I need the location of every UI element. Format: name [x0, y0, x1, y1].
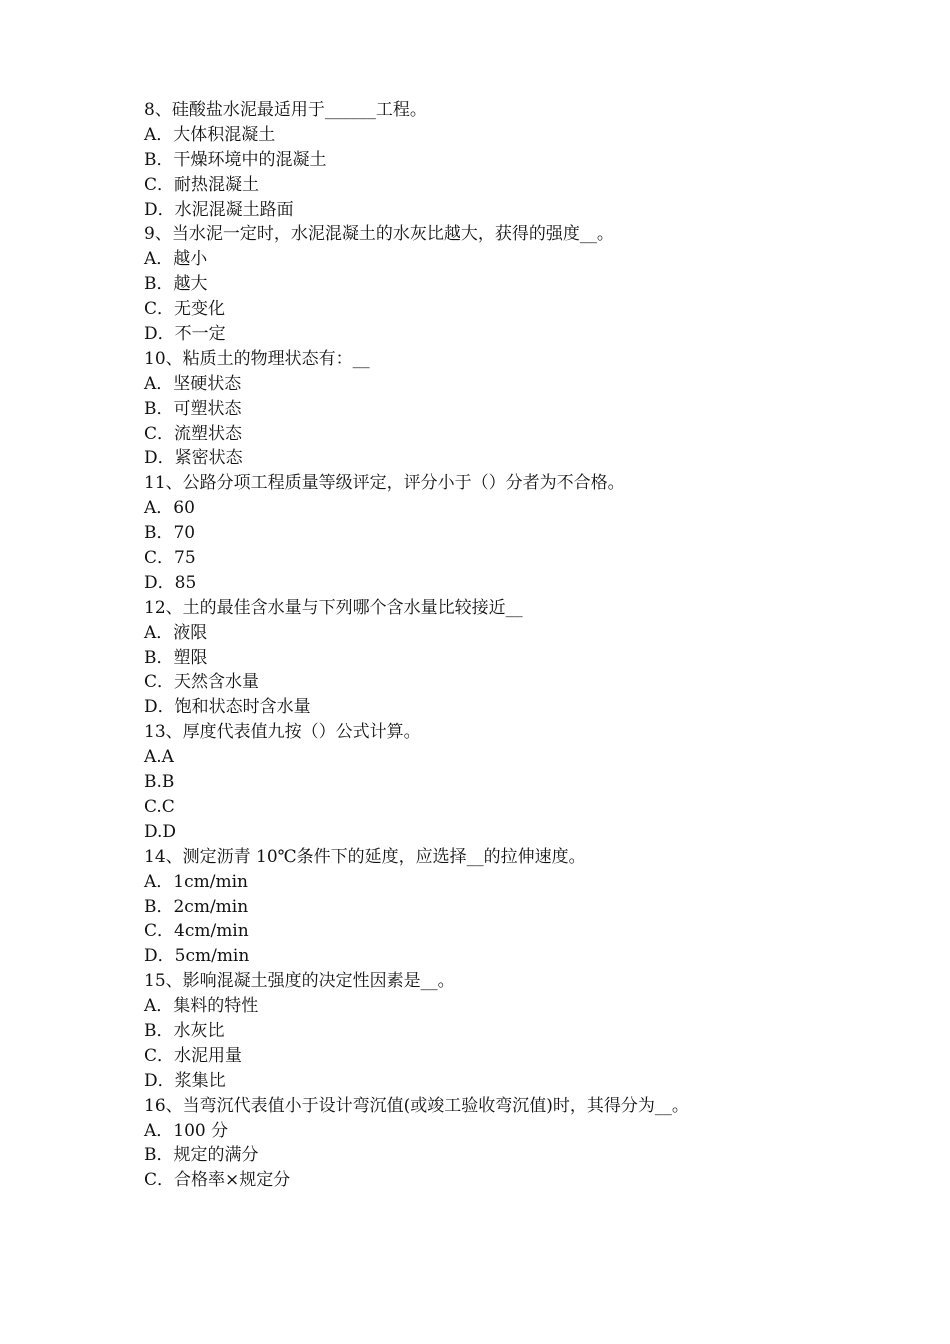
- option-10a: A．坚硬状态: [144, 373, 242, 394]
- document-body: [144, 98, 844, 1193]
- option-11d: D．85: [144, 572, 197, 593]
- option-9a: A．越小: [144, 249, 208, 270]
- option-16a: A．100 分: [144, 1120, 229, 1141]
- option-14d: D．5cm/min: [144, 946, 250, 967]
- option-11b: B．70: [144, 523, 196, 544]
- option-15d: D．浆集比: [144, 1070, 226, 1091]
- option-12c: C．天然含水量: [144, 672, 260, 693]
- question-11: 11、公路分项工程质量等级评定，评分小于（）分者为不合格。: [144, 473, 625, 494]
- option-8a: A．大体积混凝土: [144, 124, 276, 145]
- question-14: 14、测定沥青 10℃条件下的延度，应选择__的拉伸速度。: [144, 846, 586, 867]
- option-12a: A．液限: [144, 622, 208, 643]
- option-16b: B．规定的满分: [144, 1145, 259, 1166]
- option-10c: C．流塑状态: [144, 423, 243, 444]
- option-15b: B．水灰比: [144, 1020, 225, 1041]
- option-8d: D．水泥混凝土路面: [144, 199, 294, 220]
- option-13c: C.C: [144, 796, 175, 817]
- option-13d: D.D: [144, 821, 177, 842]
- option-9d: D．不一定: [144, 324, 226, 345]
- question-12: 12、土的最佳含水量与下列哪个含水量比较接近__: [144, 597, 523, 618]
- option-15c: C．水泥用量: [144, 1045, 243, 1066]
- option-15a: A．集料的特性: [144, 996, 259, 1017]
- question-9: 9、当水泥一定时，水泥混凝土的水灰比越大，获得的强度__。: [144, 224, 614, 245]
- option-14c: C．4cm/min: [144, 921, 249, 942]
- option-12b: B．塑限: [144, 647, 208, 668]
- question-15: 15、影响混凝土强度的决定性因素是__。: [144, 971, 455, 992]
- question-8: 8、硅酸盐水泥最适用于______工程。: [144, 100, 427, 120]
- option-11c: C．75: [144, 548, 196, 569]
- option-13a: A.A: [144, 747, 174, 768]
- question-10: 10、粘质土的物理状态有：__: [144, 348, 370, 369]
- option-16c: C．合格率×规定分: [144, 1170, 291, 1191]
- option-14a: A．1cm/min: [144, 871, 248, 892]
- question-13: 13、厚度代表值九按（）公式计算。: [144, 722, 421, 743]
- option-9c: C．无变化: [144, 299, 226, 320]
- option-14b: B．2cm/min: [144, 896, 249, 917]
- option-9b: B．越大: [144, 274, 208, 295]
- option-10d: D．紧密状态: [144, 448, 243, 469]
- option-8b: B．干燥环境中的混凝土: [144, 149, 327, 170]
- option-10b: B．可塑状态: [144, 398, 242, 419]
- question-16: 16、当弯沉代表值小于设计弯沉值(或竣工验收弯沉值)时，其得分为__。: [144, 1095, 689, 1116]
- option-13b: B.B: [144, 772, 175, 793]
- option-8c: C．耐热混凝土: [144, 174, 260, 195]
- option-12d: D．饱和状态时含水量: [144, 697, 311, 718]
- option-11a: A．60: [144, 498, 195, 519]
